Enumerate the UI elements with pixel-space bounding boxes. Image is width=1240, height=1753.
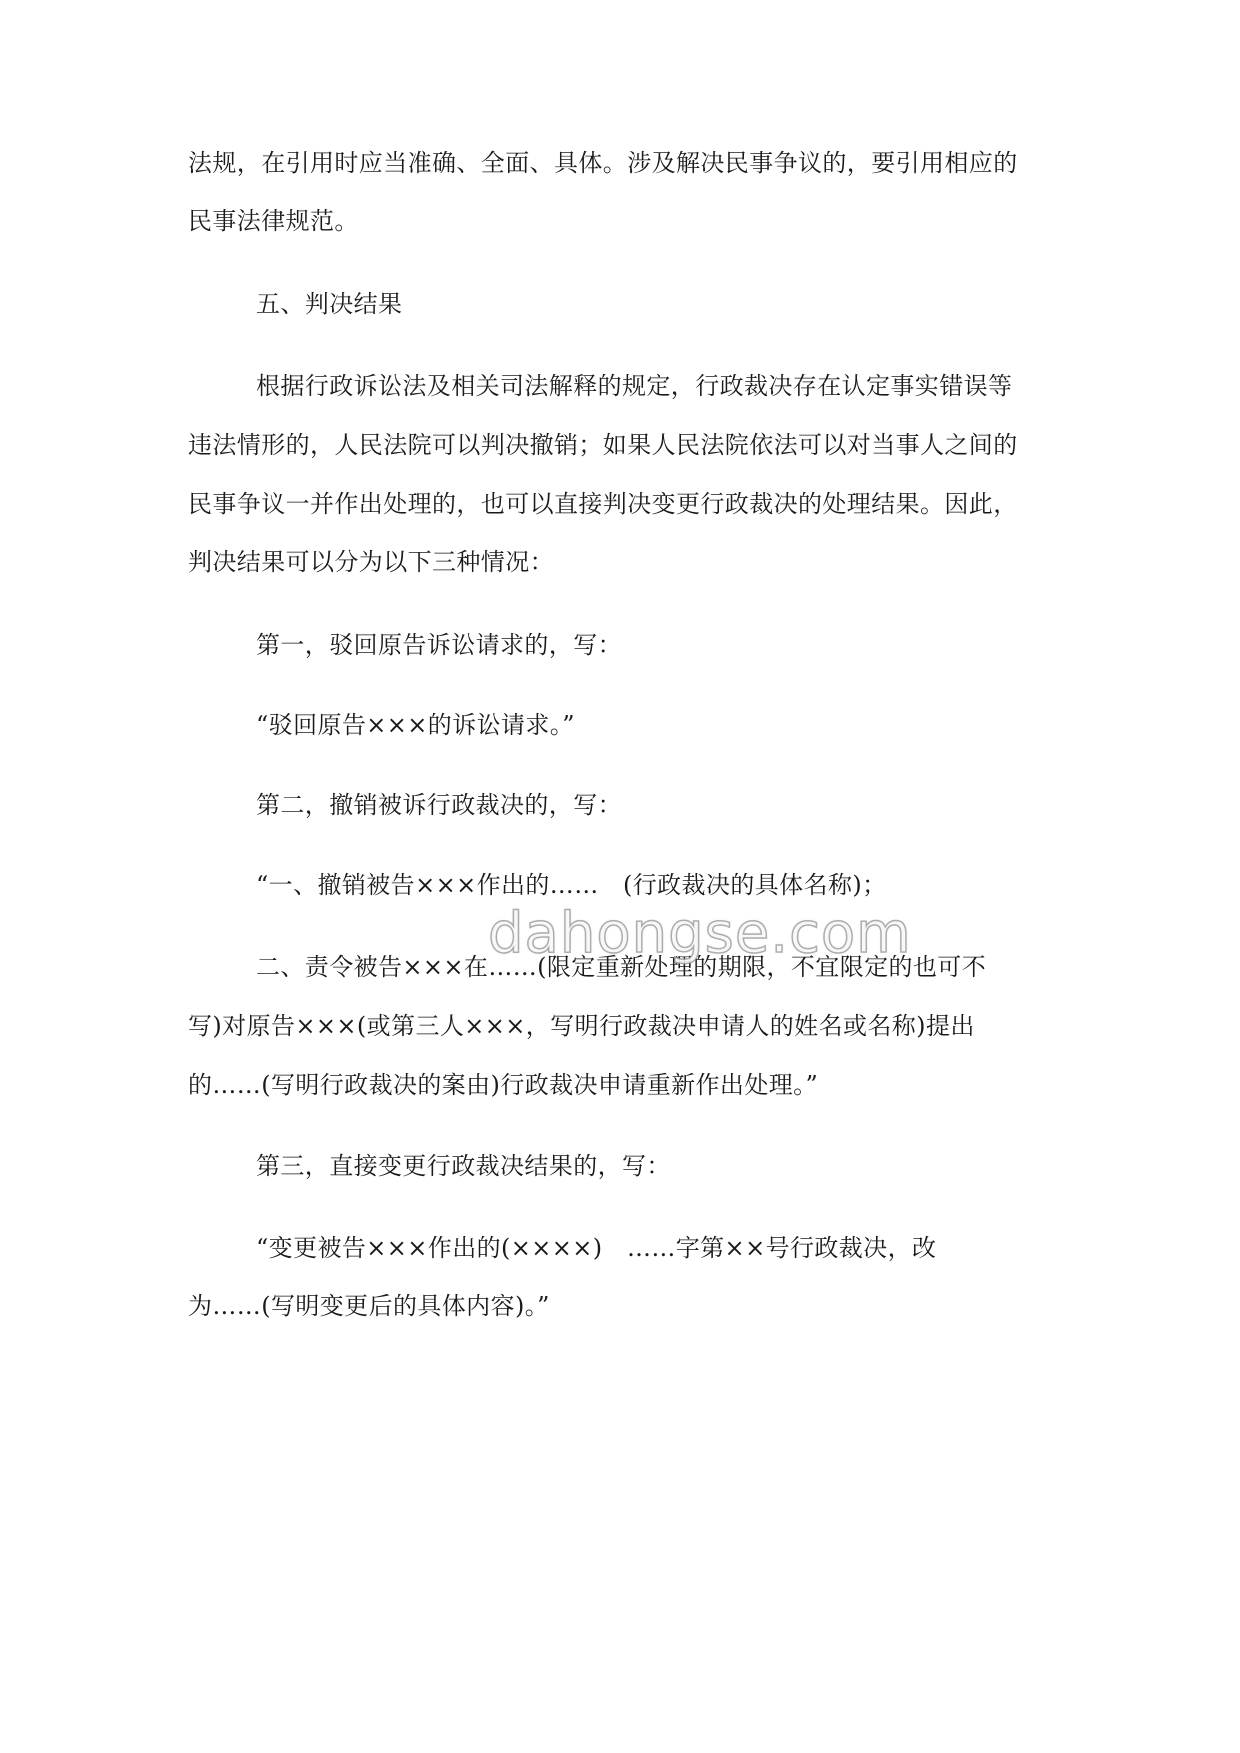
text-line: 第二，撤销被诉行政裁决的，写： bbox=[256, 791, 622, 819]
text-line: “驳回原告×××的诉讼请求。” bbox=[256, 711, 575, 739]
text-line: 法规，在引用时应当准确、全面、具体。涉及解决民事争议的，要引用相应的 bbox=[188, 149, 1018, 177]
text-line: “变更被告×××作出的(××××) ……字第××号行政裁决，改 bbox=[256, 1234, 937, 1262]
text-line: 二、责令被告×××在……(限定重新处理的期限，不宜限定的也可不 bbox=[256, 953, 987, 981]
text-line: 为……(写明变更后的具体内容)。” bbox=[188, 1292, 550, 1320]
watermark: dahongse.com bbox=[488, 901, 912, 966]
text-line: 判决结果可以分为以下三种情况： bbox=[188, 548, 554, 576]
text-line: 违法情形的，人民法院可以判决撤销；如果人民法院依法可以对当事人之间的 bbox=[188, 431, 1018, 459]
text-line: 第三，直接变更行政裁决结果的，写： bbox=[256, 1152, 671, 1180]
text-line: 民事争议一并作出处理的，也可以直接判决变更行政裁决的处理结果。因此， bbox=[188, 490, 1018, 518]
text-line: 根据行政诉讼法及相关司法解释的规定，行政裁决存在认定事实错误等 bbox=[256, 372, 1013, 400]
text-line: 写)对原告×××(或第三人×××，写明行政裁决申请人的姓名或名称)提出 bbox=[188, 1012, 975, 1040]
text-line: 第一，驳回原告诉讼请求的，写： bbox=[256, 631, 622, 659]
text-line: 民事法律规范。 bbox=[188, 207, 359, 235]
section-heading: 五、判决结果 bbox=[256, 290, 403, 318]
text-line: 的……(写明行政裁决的案由)行政裁决申请重新作出处理。” bbox=[188, 1071, 819, 1099]
text-line: “一、撤销被告×××作出的…… (行政裁决的具体名称)； bbox=[256, 871, 887, 899]
